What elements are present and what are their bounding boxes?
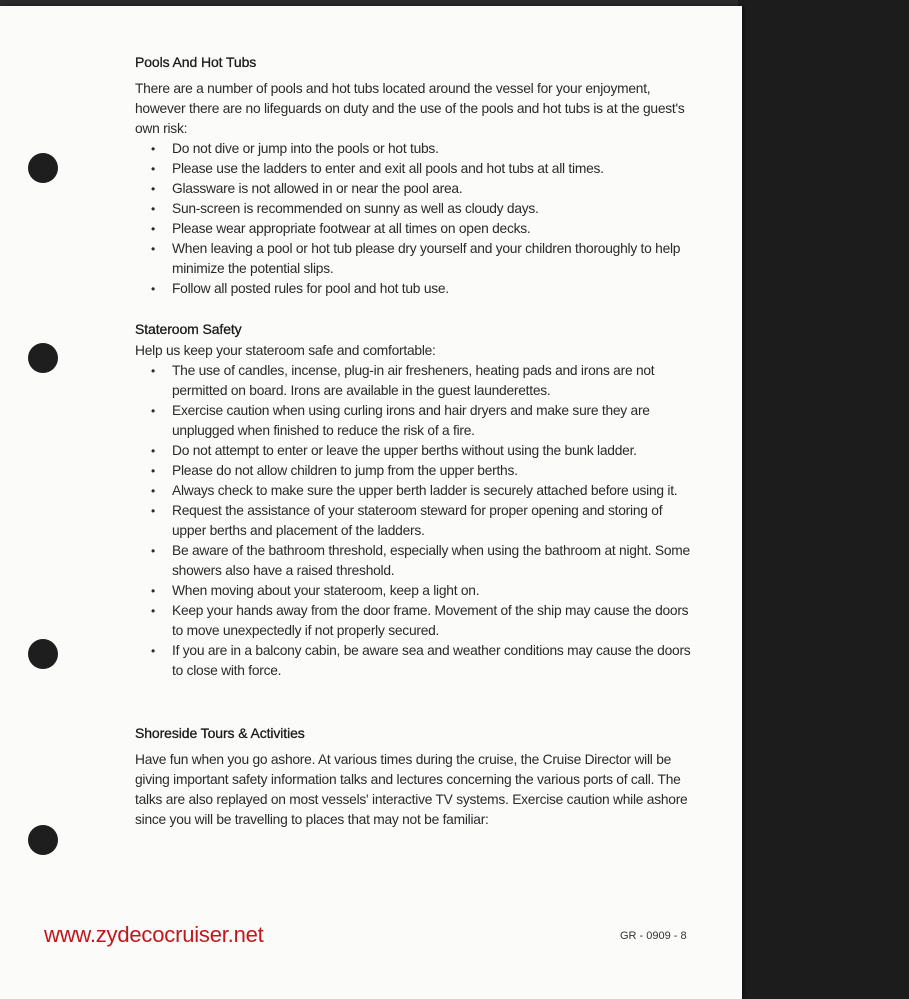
list-item: • Do not attempt to enter or leave the upper berths without using the bunk ladder. [135, 441, 695, 461]
list-item: • Do not dive or jump into the pools or hot tubs. [135, 139, 695, 159]
binder-hole-icon [28, 153, 58, 183]
scan-background [738, 0, 909, 999]
list-item: • Always check to make sure the upper berth ladder is securely attached before using it. [135, 481, 695, 501]
list-item: • Be aware of the bathroom threshold, especially when using the bathroom at night. Some showers also have a raised threshold. [135, 541, 695, 581]
section-shoreside [135, 725, 695, 830]
list-item: • Please use the ladders to enter and exit all pools and hot tubs at all times. [135, 159, 695, 179]
binder-hole-icon [28, 825, 58, 855]
binder-hole-icon [28, 639, 58, 669]
bullet-list [135, 361, 695, 681]
list-item: • Exercise caution when using curling irons and hair dryers and make sure they are unplugged when finished to reduce the risk of a fire. [135, 401, 695, 441]
list-item: • If you are in a balcony cabin, be aware sea and weather conditions may cause the doors to close with force. [135, 641, 695, 681]
list-item: • Keep your hands away from the door frame. Movement of the ship may cause the doors to move unexpectedly if not properly secured. [135, 601, 695, 641]
binder-hole-icon [28, 343, 58, 373]
list-item: • Please do not allow children to jump from the upper berths. [135, 461, 695, 481]
watermark-link: www.zydecocruiser.net [44, 922, 264, 947]
section-intro: There are a number of pools and hot tubs located around the vessel for your enjoyment, however there are no lifeguards on duty and the use of the pools and hot tubs is at the guest's own risk: [135, 81, 685, 136]
section-heading: Stateroom Safety [135, 321, 242, 337]
list-item: • Glassware is not allowed in or near the pool area. [135, 179, 695, 199]
list-item: • The use of candles, incense, plug-in air fresheners, heating pads and irons are not permitted on board. Irons are available in the guest launderettes. [135, 361, 695, 401]
page-code: GR - 0909 - 8 [620, 930, 687, 942]
list-item: • When moving about your stateroom, keep a light on. [135, 581, 695, 601]
bullet-list [135, 139, 695, 299]
section-pools [135, 54, 695, 299]
list-item: • Request the assistance of your stateroom steward for proper opening and storing of upper berths and placement of the ladders. [135, 501, 695, 541]
section-intro: Help us keep your stateroom safe and comfortable: [135, 343, 436, 358]
section-intro: Have fun when you go ashore. At various times during the cruise, the Cruise Director will be giving important safety information talks and lectures concerning the various ports of call. The talks are also replayed on most vessels' interactive TV systems. Exercise caution while ashore since you will be travelling to places that may not be familiar: [135, 752, 688, 827]
document-content [135, 54, 695, 830]
section-stateroom [135, 321, 695, 681]
section-heading: Shoreside Tours & Activities [135, 725, 305, 741]
list-item: • When leaving a pool or hot tub please dry yourself and your children thoroughly to help minimize the potential slips. [135, 239, 695, 279]
list-item: • Please wear appropriate footwear at all times on open decks. [135, 219, 695, 239]
list-item: • Sun-screen is recommended on sunny as well as cloudy days. [135, 199, 695, 219]
section-heading: Pools And Hot Tubs [135, 54, 257, 70]
list-item: • Follow all posted rules for pool and hot tub use. [135, 279, 695, 299]
